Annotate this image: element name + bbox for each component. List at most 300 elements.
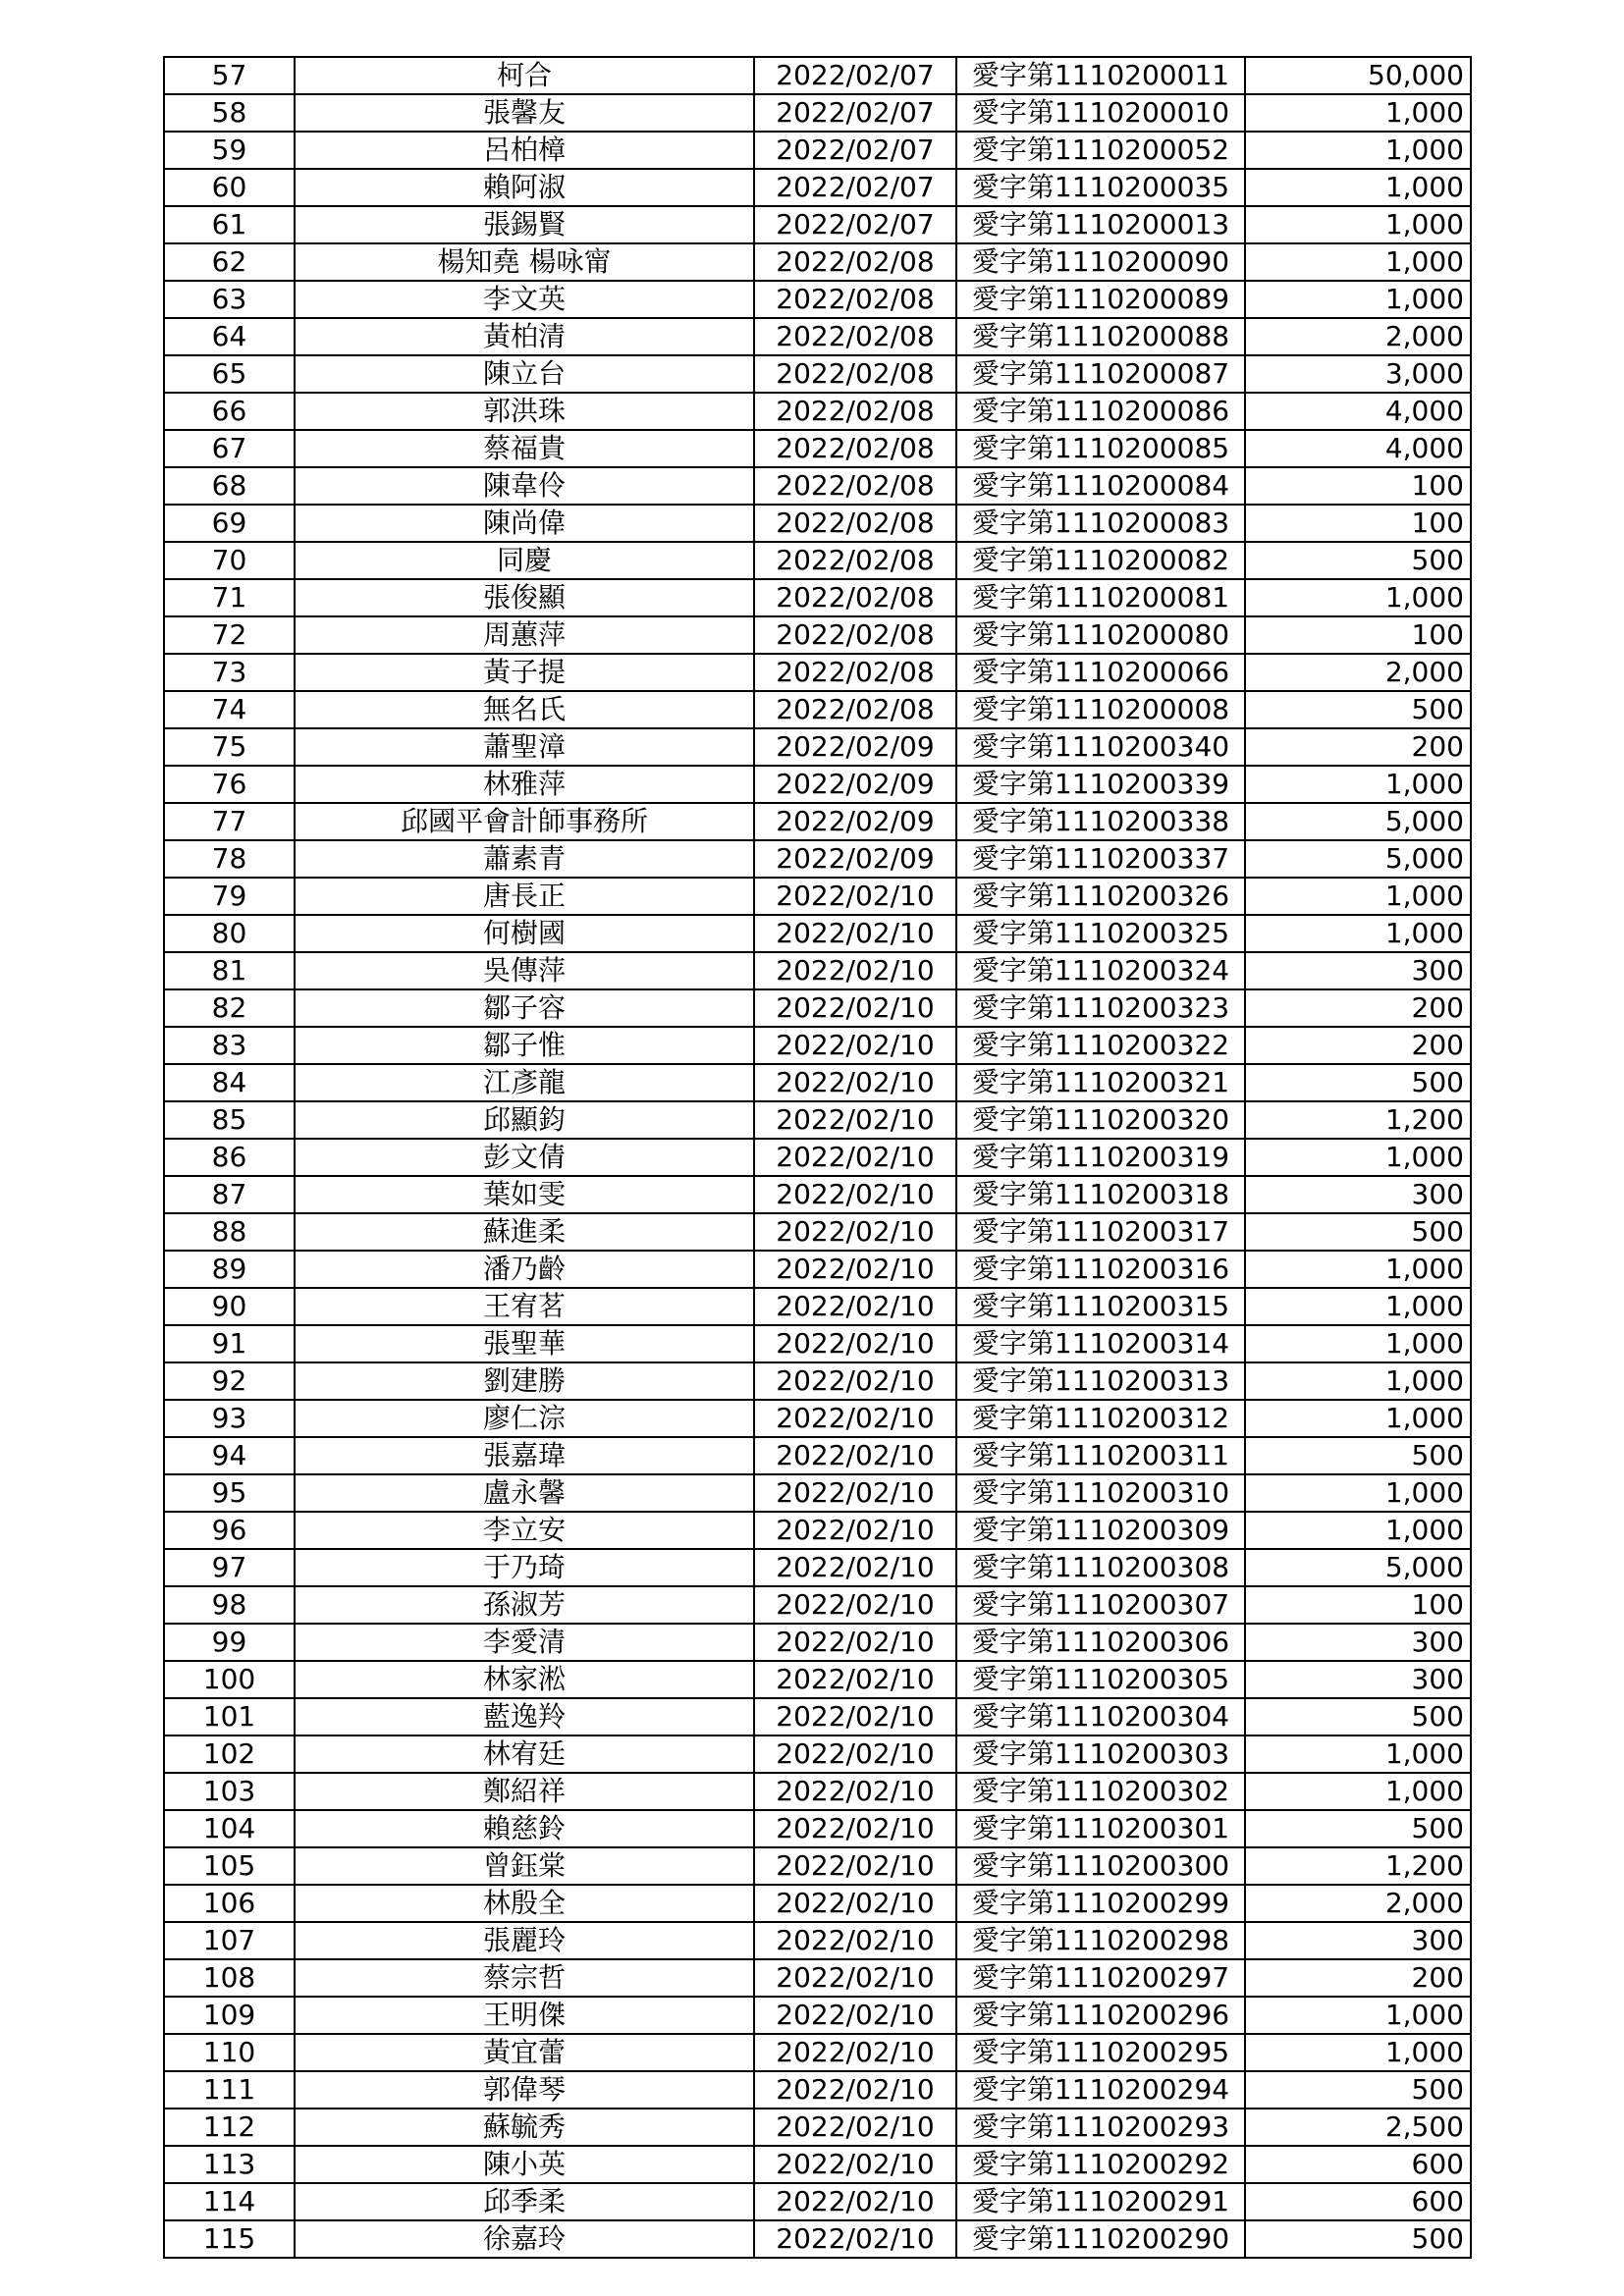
donation-date-cell: 2022/02/10 bbox=[754, 1474, 956, 1512]
table-row bbox=[164, 2034, 1471, 2071]
donation-date-cell: 2022/02/10 bbox=[754, 1288, 956, 1325]
donation-date-cell: 2022/02/10 bbox=[754, 1101, 956, 1139]
donation-date-cell: 2022/02/10 bbox=[754, 2146, 956, 2183]
amount-cell: 1,000 bbox=[1245, 1251, 1471, 1288]
donor-name-cell: 無名氏 bbox=[295, 691, 754, 728]
row-number-cell: 92 bbox=[164, 1362, 295, 1400]
receipt-number-cell: 愛字第1110200087 bbox=[956, 355, 1245, 393]
donation-date-cell: 2022/02/10 bbox=[754, 1027, 956, 1064]
amount-cell: 5,000 bbox=[1245, 803, 1471, 840]
row-number-cell: 109 bbox=[164, 1997, 295, 2034]
table-row bbox=[164, 132, 1471, 169]
row-number-cell: 78 bbox=[164, 840, 295, 878]
donor-name-cell: 彭文倩 bbox=[295, 1139, 754, 1176]
donor-name-cell: 吳傳萍 bbox=[295, 952, 754, 989]
amount-cell: 600 bbox=[1245, 2183, 1471, 2220]
table-row bbox=[164, 579, 1471, 616]
row-number-cell: 95 bbox=[164, 1474, 295, 1512]
donor-name-cell: 陳小英 bbox=[295, 2146, 754, 2183]
amount-cell: 500 bbox=[1245, 2220, 1471, 2258]
table-row bbox=[164, 1624, 1471, 1661]
receipt-number-cell: 愛字第1110200035 bbox=[956, 169, 1245, 206]
row-number-cell: 79 bbox=[164, 878, 295, 915]
table-row bbox=[164, 1325, 1471, 1362]
amount-cell: 600 bbox=[1245, 2146, 1471, 2183]
receipt-number-cell: 愛字第1110200318 bbox=[956, 1176, 1245, 1213]
row-number-cell: 65 bbox=[164, 355, 295, 393]
receipt-number-cell: 愛字第1110200340 bbox=[956, 728, 1245, 766]
receipt-number-cell: 愛字第1110200081 bbox=[956, 579, 1245, 616]
donation-date-cell: 2022/02/08 bbox=[754, 467, 956, 505]
amount-cell: 1,000 bbox=[1245, 1474, 1471, 1512]
table-row bbox=[164, 1847, 1471, 1885]
amount-cell: 1,000 bbox=[1245, 1400, 1471, 1437]
receipt-number-cell: 愛字第1110200315 bbox=[956, 1288, 1245, 1325]
receipt-number-cell: 愛字第1110200310 bbox=[956, 1474, 1245, 1512]
receipt-number-cell: 愛字第1110200311 bbox=[956, 1437, 1245, 1474]
donation-date-cell: 2022/02/10 bbox=[754, 2183, 956, 2220]
row-number-cell: 82 bbox=[164, 989, 295, 1027]
donor-name-cell: 林雅萍 bbox=[295, 766, 754, 803]
row-number-cell: 66 bbox=[164, 393, 295, 430]
table-row bbox=[164, 542, 1471, 579]
amount-cell: 1,000 bbox=[1245, 132, 1471, 169]
donation-date-cell: 2022/02/10 bbox=[754, 1512, 956, 1549]
donor-name-cell: 何樹國 bbox=[295, 915, 754, 952]
table-row bbox=[164, 505, 1471, 542]
amount-cell: 500 bbox=[1245, 1213, 1471, 1251]
row-number-cell: 93 bbox=[164, 1400, 295, 1437]
amount-cell: 200 bbox=[1245, 1027, 1471, 1064]
receipt-number-cell: 愛字第1110200294 bbox=[956, 2071, 1245, 2109]
receipt-number-cell: 愛字第1110200308 bbox=[956, 1549, 1245, 1586]
row-number-cell: 83 bbox=[164, 1027, 295, 1064]
table-row bbox=[164, 766, 1471, 803]
receipt-number-cell: 愛字第1110200316 bbox=[956, 1251, 1245, 1288]
receipt-number-cell: 愛字第1110200317 bbox=[956, 1213, 1245, 1251]
table-row bbox=[164, 1362, 1471, 1400]
donation-date-cell: 2022/02/07 bbox=[754, 94, 956, 132]
amount-cell: 500 bbox=[1245, 542, 1471, 579]
donor-name-cell: 陳尚偉 bbox=[295, 505, 754, 542]
amount-cell: 500 bbox=[1245, 691, 1471, 728]
amount-cell: 1,000 bbox=[1245, 169, 1471, 206]
donation-date-cell: 2022/02/08 bbox=[754, 542, 956, 579]
table-row bbox=[164, 1922, 1471, 1959]
donor-name-cell: 林殷全 bbox=[295, 1885, 754, 1922]
receipt-number-cell: 愛字第1110200297 bbox=[956, 1959, 1245, 1997]
donor-name-cell: 張馨友 bbox=[295, 94, 754, 132]
receipt-number-cell: 愛字第1110200083 bbox=[956, 505, 1245, 542]
receipt-number-cell: 愛字第1110200320 bbox=[956, 1101, 1245, 1139]
receipt-number-cell: 愛字第1110200323 bbox=[956, 989, 1245, 1027]
donor-name-cell: 賴慈鈴 bbox=[295, 1810, 754, 1847]
amount-cell: 200 bbox=[1245, 1959, 1471, 1997]
donation-date-cell: 2022/02/10 bbox=[754, 1885, 956, 1922]
receipt-number-cell: 愛字第1110200312 bbox=[956, 1400, 1245, 1437]
row-number-cell: 102 bbox=[164, 1735, 295, 1773]
donor-name-cell: 藍逸羚 bbox=[295, 1698, 754, 1735]
donation-date-cell: 2022/02/08 bbox=[754, 355, 956, 393]
donation-date-cell: 2022/02/08 bbox=[754, 691, 956, 728]
table-row bbox=[164, 281, 1471, 318]
receipt-number-cell: 愛字第1110200085 bbox=[956, 430, 1245, 467]
row-number-cell: 57 bbox=[164, 57, 295, 94]
table-row bbox=[164, 1064, 1471, 1101]
donor-name-cell: 葉如雯 bbox=[295, 1176, 754, 1213]
receipt-number-cell: 愛字第1110200300 bbox=[956, 1847, 1245, 1885]
donor-name-cell: 蕭素青 bbox=[295, 840, 754, 878]
donation-date-cell: 2022/02/10 bbox=[754, 1661, 956, 1698]
row-number-cell: 68 bbox=[164, 467, 295, 505]
table-row bbox=[164, 2183, 1471, 2220]
donor-name-cell: 于乃琦 bbox=[295, 1549, 754, 1586]
amount-cell: 300 bbox=[1245, 1176, 1471, 1213]
receipt-number-cell: 愛字第1110200010 bbox=[956, 94, 1245, 132]
donation-date-cell: 2022/02/10 bbox=[754, 1437, 956, 1474]
table-row bbox=[164, 616, 1471, 654]
table-row bbox=[164, 1400, 1471, 1437]
amount-cell: 1,000 bbox=[1245, 2034, 1471, 2071]
amount-cell: 5,000 bbox=[1245, 1549, 1471, 1586]
donation-date-cell: 2022/02/10 bbox=[754, 1735, 956, 1773]
amount-cell: 300 bbox=[1245, 952, 1471, 989]
row-number-cell: 67 bbox=[164, 430, 295, 467]
table-row bbox=[164, 915, 1471, 952]
donor-name-cell: 黃柏清 bbox=[295, 318, 754, 355]
donor-name-cell: 曾鈺棠 bbox=[295, 1847, 754, 1885]
table-row bbox=[164, 2109, 1471, 2146]
receipt-number-cell: 愛字第1110200302 bbox=[956, 1773, 1245, 1810]
amount-cell: 1,000 bbox=[1245, 915, 1471, 952]
amount-cell: 300 bbox=[1245, 1922, 1471, 1959]
receipt-number-cell: 愛字第1110200321 bbox=[956, 1064, 1245, 1101]
donor-name-cell: 楊知堯 楊咏甯 bbox=[295, 243, 754, 281]
table-row bbox=[164, 1139, 1471, 1176]
table-row bbox=[164, 430, 1471, 467]
receipt-number-cell: 愛字第1110200086 bbox=[956, 393, 1245, 430]
amount-cell: 2,000 bbox=[1245, 654, 1471, 691]
amount-cell: 500 bbox=[1245, 2071, 1471, 2109]
row-number-cell: 72 bbox=[164, 616, 295, 654]
donation-date-cell: 2022/02/09 bbox=[754, 840, 956, 878]
table-row bbox=[164, 1997, 1471, 2034]
table-row bbox=[164, 1885, 1471, 1922]
amount-cell: 300 bbox=[1245, 1661, 1471, 1698]
receipt-number-cell: 愛字第1110200296 bbox=[956, 1997, 1245, 2034]
row-number-cell: 73 bbox=[164, 654, 295, 691]
donor-name-cell: 孫淑芳 bbox=[295, 1586, 754, 1624]
donor-name-cell: 廖仁淙 bbox=[295, 1400, 754, 1437]
amount-cell: 1,000 bbox=[1245, 1325, 1471, 1362]
donation-date-cell: 2022/02/10 bbox=[754, 1251, 956, 1288]
amount-cell: 50,000 bbox=[1245, 57, 1471, 94]
receipt-number-cell: 愛字第1110200292 bbox=[956, 2146, 1245, 2183]
row-number-cell: 98 bbox=[164, 1586, 295, 1624]
row-number-cell: 71 bbox=[164, 579, 295, 616]
receipt-number-cell: 愛字第1110200325 bbox=[956, 915, 1245, 952]
table-row bbox=[164, 355, 1471, 393]
donation-date-cell: 2022/02/10 bbox=[754, 2109, 956, 2146]
table-row bbox=[164, 1213, 1471, 1251]
amount-cell: 200 bbox=[1245, 989, 1471, 1027]
receipt-number-cell: 愛字第1110200298 bbox=[956, 1922, 1245, 1959]
donor-name-cell: 陳韋伶 bbox=[295, 467, 754, 505]
donor-name-cell: 蘇進柔 bbox=[295, 1213, 754, 1251]
donor-name-cell: 唐長正 bbox=[295, 878, 754, 915]
table-row bbox=[164, 840, 1471, 878]
donation-date-cell: 2022/02/10 bbox=[754, 1176, 956, 1213]
amount-cell: 1,000 bbox=[1245, 243, 1471, 281]
donor-name-cell: 賴阿淑 bbox=[295, 169, 754, 206]
donor-name-cell: 李立安 bbox=[295, 1512, 754, 1549]
table-row bbox=[164, 1251, 1471, 1288]
row-number-cell: 61 bbox=[164, 206, 295, 243]
row-number-cell: 76 bbox=[164, 766, 295, 803]
donation-date-cell: 2022/02/10 bbox=[754, 1549, 956, 1586]
receipt-number-cell: 愛字第1110200080 bbox=[956, 616, 1245, 654]
table-row bbox=[164, 243, 1471, 281]
donation-date-cell: 2022/02/10 bbox=[754, 2071, 956, 2109]
row-number-cell: 96 bbox=[164, 1512, 295, 1549]
row-number-cell: 62 bbox=[164, 243, 295, 281]
row-number-cell: 107 bbox=[164, 1922, 295, 1959]
table-row bbox=[164, 1288, 1471, 1325]
donation-date-cell: 2022/02/10 bbox=[754, 1773, 956, 1810]
amount-cell: 3,000 bbox=[1245, 355, 1471, 393]
table-row bbox=[164, 1512, 1471, 1549]
donation-date-cell: 2022/02/08 bbox=[754, 505, 956, 542]
receipt-number-cell: 愛字第1110200322 bbox=[956, 1027, 1245, 1064]
table-row bbox=[164, 393, 1471, 430]
amount-cell: 1,000 bbox=[1245, 1139, 1471, 1176]
donor-name-cell: 潘乃齡 bbox=[295, 1251, 754, 1288]
donor-name-cell: 張麗玲 bbox=[295, 1922, 754, 1959]
receipt-number-cell: 愛字第1110200290 bbox=[956, 2220, 1245, 2258]
amount-cell: 500 bbox=[1245, 1437, 1471, 1474]
donation-date-cell: 2022/02/08 bbox=[754, 654, 956, 691]
donation-date-cell: 2022/02/10 bbox=[754, 1997, 956, 2034]
row-number-cell: 89 bbox=[164, 1251, 295, 1288]
receipt-number-cell: 愛字第1110200326 bbox=[956, 878, 1245, 915]
amount-cell: 1,000 bbox=[1245, 94, 1471, 132]
donation-date-cell: 2022/02/09 bbox=[754, 766, 956, 803]
table-row bbox=[164, 2071, 1471, 2109]
table-row bbox=[164, 878, 1471, 915]
donor-name-cell: 林宥廷 bbox=[295, 1735, 754, 1773]
donor-name-cell: 黃宜蕾 bbox=[295, 2034, 754, 2071]
amount-cell: 100 bbox=[1245, 467, 1471, 505]
receipt-number-cell: 愛字第1110200293 bbox=[956, 2109, 1245, 2146]
amount-cell: 1,200 bbox=[1245, 1101, 1471, 1139]
donation-date-cell: 2022/02/10 bbox=[754, 878, 956, 915]
donor-name-cell: 周蕙萍 bbox=[295, 616, 754, 654]
amount-cell: 1,000 bbox=[1245, 878, 1471, 915]
donation-table-body bbox=[164, 57, 1471, 2258]
amount-cell: 1,000 bbox=[1245, 1997, 1471, 2034]
amount-cell: 4,000 bbox=[1245, 393, 1471, 430]
donor-name-cell: 柯合 bbox=[295, 57, 754, 94]
donor-name-cell: 邱國平會計師事務所 bbox=[295, 803, 754, 840]
donation-date-cell: 2022/02/10 bbox=[754, 2220, 956, 2258]
amount-cell: 2,000 bbox=[1245, 1885, 1471, 1922]
amount-cell: 500 bbox=[1245, 1698, 1471, 1735]
row-number-cell: 60 bbox=[164, 169, 295, 206]
donor-name-cell: 蔡福貴 bbox=[295, 430, 754, 467]
donation-date-cell: 2022/02/08 bbox=[754, 616, 956, 654]
donor-name-cell: 蕭聖漳 bbox=[295, 728, 754, 766]
receipt-number-cell: 愛字第1110200319 bbox=[956, 1139, 1245, 1176]
row-number-cell: 110 bbox=[164, 2034, 295, 2071]
receipt-number-cell: 愛字第1110200304 bbox=[956, 1698, 1245, 1735]
table-row bbox=[164, 2146, 1471, 2183]
row-number-cell: 84 bbox=[164, 1064, 295, 1101]
row-number-cell: 101 bbox=[164, 1698, 295, 1735]
donation-date-cell: 2022/02/07 bbox=[754, 169, 956, 206]
amount-cell: 1,000 bbox=[1245, 766, 1471, 803]
donor-name-cell: 徐嘉玲 bbox=[295, 2220, 754, 2258]
donor-name-cell: 林家淞 bbox=[295, 1661, 754, 1698]
donation-date-cell: 2022/02/09 bbox=[754, 728, 956, 766]
donor-name-cell: 郭洪珠 bbox=[295, 393, 754, 430]
donation-date-cell: 2022/02/10 bbox=[754, 1624, 956, 1661]
donation-date-cell: 2022/02/10 bbox=[754, 1213, 956, 1251]
donor-name-cell: 蘇毓秀 bbox=[295, 2109, 754, 2146]
row-number-cell: 111 bbox=[164, 2071, 295, 2109]
receipt-number-cell: 愛字第1110200305 bbox=[956, 1661, 1245, 1698]
donation-date-cell: 2022/02/10 bbox=[754, 989, 956, 1027]
row-number-cell: 63 bbox=[164, 281, 295, 318]
row-number-cell: 77 bbox=[164, 803, 295, 840]
receipt-number-cell: 愛字第1110200066 bbox=[956, 654, 1245, 691]
table-row bbox=[164, 803, 1471, 840]
row-number-cell: 88 bbox=[164, 1213, 295, 1251]
amount-cell: 500 bbox=[1245, 1064, 1471, 1101]
receipt-number-cell: 愛字第1110200299 bbox=[956, 1885, 1245, 1922]
donation-date-cell: 2022/02/10 bbox=[754, 1400, 956, 1437]
amount-cell: 1,000 bbox=[1245, 1735, 1471, 1773]
row-number-cell: 80 bbox=[164, 915, 295, 952]
donation-date-cell: 2022/02/10 bbox=[754, 915, 956, 952]
row-number-cell: 108 bbox=[164, 1959, 295, 1997]
receipt-number-cell: 愛字第1110200303 bbox=[956, 1735, 1245, 1773]
row-number-cell: 87 bbox=[164, 1176, 295, 1213]
amount-cell: 1,000 bbox=[1245, 1288, 1471, 1325]
row-number-cell: 106 bbox=[164, 1885, 295, 1922]
amount-cell: 1,000 bbox=[1245, 1512, 1471, 1549]
donor-name-cell: 黃子提 bbox=[295, 654, 754, 691]
table-row bbox=[164, 1810, 1471, 1847]
donor-name-cell: 盧永馨 bbox=[295, 1474, 754, 1512]
donor-name-cell: 鄭紹祥 bbox=[295, 1773, 754, 1810]
table-row bbox=[164, 728, 1471, 766]
amount-cell: 2,000 bbox=[1245, 318, 1471, 355]
table-row bbox=[164, 1735, 1471, 1773]
receipt-number-cell: 愛字第1110200309 bbox=[956, 1512, 1245, 1549]
donation-date-cell: 2022/02/08 bbox=[754, 243, 956, 281]
donor-name-cell: 陳立台 bbox=[295, 355, 754, 393]
table-row bbox=[164, 1698, 1471, 1735]
amount-cell: 1,000 bbox=[1245, 579, 1471, 616]
table-row bbox=[164, 1176, 1471, 1213]
donor-name-cell: 同慶 bbox=[295, 542, 754, 579]
donation-date-cell: 2022/02/07 bbox=[754, 132, 956, 169]
amount-cell: 100 bbox=[1245, 505, 1471, 542]
donation-date-cell: 2022/02/10 bbox=[754, 1325, 956, 1362]
row-number-cell: 114 bbox=[164, 2183, 295, 2220]
table-row bbox=[164, 1027, 1471, 1064]
amount-cell: 200 bbox=[1245, 728, 1471, 766]
receipt-number-cell: 愛字第1110200306 bbox=[956, 1624, 1245, 1661]
row-number-cell: 113 bbox=[164, 2146, 295, 2183]
table-row bbox=[164, 94, 1471, 132]
table-row bbox=[164, 952, 1471, 989]
receipt-number-cell: 愛字第1110200339 bbox=[956, 766, 1245, 803]
row-number-cell: 75 bbox=[164, 728, 295, 766]
table-row bbox=[164, 1586, 1471, 1624]
receipt-number-cell: 愛字第1110200324 bbox=[956, 952, 1245, 989]
receipt-number-cell: 愛字第1110200008 bbox=[956, 691, 1245, 728]
receipt-number-cell: 愛字第1110200337 bbox=[956, 840, 1245, 878]
row-number-cell: 86 bbox=[164, 1139, 295, 1176]
donor-name-cell: 鄒子惟 bbox=[295, 1027, 754, 1064]
row-number-cell: 85 bbox=[164, 1101, 295, 1139]
table-row bbox=[164, 467, 1471, 505]
donor-name-cell: 劉建勝 bbox=[295, 1362, 754, 1400]
donation-date-cell: 2022/02/10 bbox=[754, 2034, 956, 2071]
donor-name-cell: 李文英 bbox=[295, 281, 754, 318]
amount-cell: 1,200 bbox=[1245, 1847, 1471, 1885]
donor-name-cell: 張錫賢 bbox=[295, 206, 754, 243]
donation-date-cell: 2022/02/08 bbox=[754, 393, 956, 430]
donation-date-cell: 2022/02/10 bbox=[754, 1922, 956, 1959]
row-number-cell: 103 bbox=[164, 1773, 295, 1810]
row-number-cell: 105 bbox=[164, 1847, 295, 1885]
amount-cell: 100 bbox=[1245, 616, 1471, 654]
row-number-cell: 74 bbox=[164, 691, 295, 728]
receipt-number-cell: 愛字第1110200314 bbox=[956, 1325, 1245, 1362]
table-row bbox=[164, 318, 1471, 355]
donor-name-cell: 江彥龍 bbox=[295, 1064, 754, 1101]
donation-date-cell: 2022/02/08 bbox=[754, 281, 956, 318]
row-number-cell: 115 bbox=[164, 2220, 295, 2258]
table-row bbox=[164, 206, 1471, 243]
row-number-cell: 99 bbox=[164, 1624, 295, 1661]
table-row bbox=[164, 1474, 1471, 1512]
donor-name-cell: 郭偉琴 bbox=[295, 2071, 754, 2109]
table-row bbox=[164, 2220, 1471, 2258]
row-number-cell: 58 bbox=[164, 94, 295, 132]
row-number-cell: 59 bbox=[164, 132, 295, 169]
row-number-cell: 64 bbox=[164, 318, 295, 355]
table-row bbox=[164, 989, 1471, 1027]
donation-date-cell: 2022/02/10 bbox=[754, 1959, 956, 1997]
donation-date-cell: 2022/02/10 bbox=[754, 1064, 956, 1101]
donation-date-cell: 2022/02/08 bbox=[754, 430, 956, 467]
donor-name-cell: 呂柏樟 bbox=[295, 132, 754, 169]
donor-name-cell: 蔡宗哲 bbox=[295, 1959, 754, 1997]
row-number-cell: 112 bbox=[164, 2109, 295, 2146]
table-row bbox=[164, 1959, 1471, 1997]
amount-cell: 1,000 bbox=[1245, 1773, 1471, 1810]
table-row bbox=[164, 654, 1471, 691]
receipt-number-cell: 愛字第1110200089 bbox=[956, 281, 1245, 318]
donor-name-cell: 張俊顯 bbox=[295, 579, 754, 616]
donation-table bbox=[163, 56, 1472, 2259]
receipt-number-cell: 愛字第1110200295 bbox=[956, 2034, 1245, 2071]
donation-date-cell: 2022/02/10 bbox=[754, 952, 956, 989]
donor-name-cell: 張聖華 bbox=[295, 1325, 754, 1362]
